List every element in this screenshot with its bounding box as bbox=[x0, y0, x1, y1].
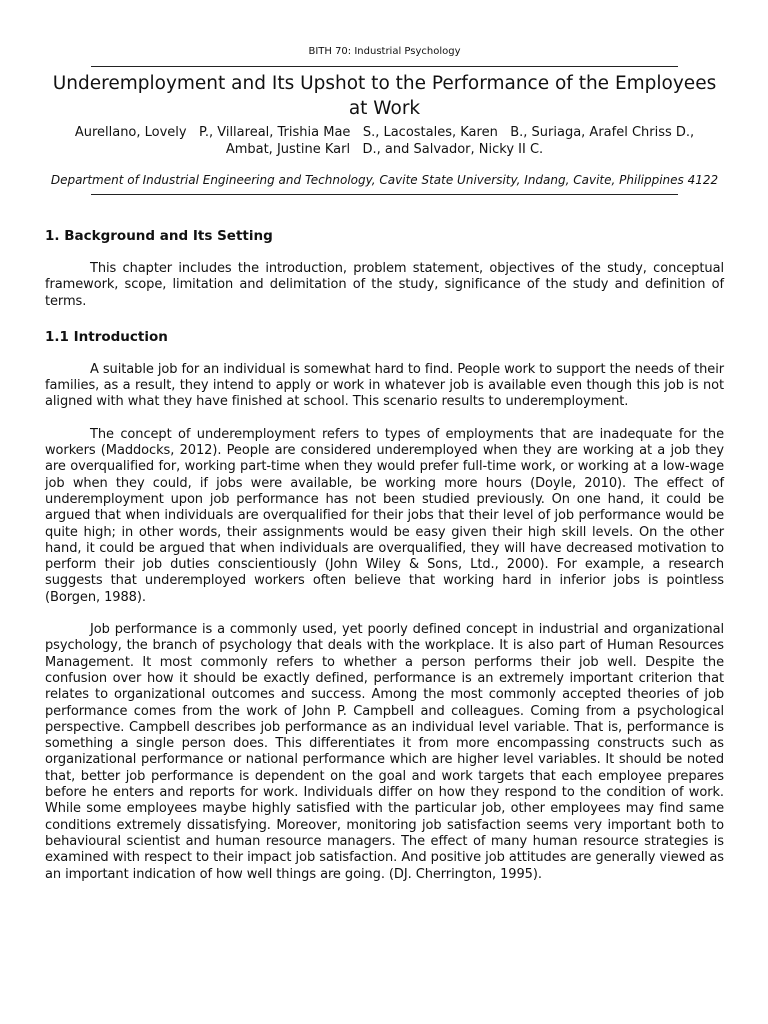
authors-line-1: Aurellano, Lovely P., Villareal, Trishia Mae S., Lacostales, Karen B., Suriaga, Arafel Chriss D., bbox=[74, 125, 695, 140]
background-paragraph: This chapter includes the introduction, problem statement, objectives of the study, conceptual framework, scope, limitation and delimitation of the study, significance of the study and definition of terms. bbox=[45, 261, 724, 309]
section-heading-introduction: 1.1 Introduction bbox=[45, 328, 168, 345]
intro-paragraph-2: The concept of underemployment refers to types of employments that are inadequate for the workers (Maddocks, 2012). People are considered underemployed when they are working at a job they are overqualified for, working part-time when they would prefer full-time work, or working at a low-wage job when they could, if jobs were available, be working more hours (Doyle, 2010). The effect of underemployment upon job performance has not been studied previously. On one hand, it could be argued that when individuals are overqualified for their jobs that their level of job performance would be quite high; in other words, their assignments would be easy given their high skill levels. On the other hand, it could be argued that when individuals are overqualified, they will have decreased motivation to perform their job duties conscientiously (John Wiley & Sons, Ltd., 2000). For example, a research suggests that underemployed workers often believe that working hard in inferior jobs is pointless (Borgen, 1988). bbox=[45, 426, 724, 605]
course-header: BITH 70: Industrial Psychology bbox=[308, 46, 461, 57]
header-rule bbox=[91, 66, 678, 67]
section-heading-background: 1. Background and Its Setting bbox=[45, 228, 273, 244]
affiliation: Department of Industrial Engineering and Technology, Cavite State University, Indang, Cavite, Philippines 4122 bbox=[50, 173, 719, 187]
intro-paragraph-3: Job performance is a commonly used, yet poorly defined concept in industrial and organizational psychology, the branch of psychology that deals with the workplace. It is also part of Human Resources Management. It most commonly refers to whether a person performs their job well. Despite the confusion over how it should be exactly defined, performance is an extremely important criterion that relates to organizational outcomes and success. Among the most commonly accepted theories of job performance comes from the work of John P. Campbell and colleagues. Coming from a psychological perspective. Campbell describes job performance as an individual level variable. That is, performance is something a single person does. This differentiates it from more encompassing constructs such as organizational performance or national performance which are higher level variables. It should be noted that, better job performance is dependent on the goal and work targets that each employee prepares before he enters and reports for work. Individuals differ on how they respond to the condition of work. While some employees maybe highly satisfied with the particular job, other employees may find same conditions extremely dissatisfying. Moreover, monitoring job satisfaction seems very important both to behavioural scientist and human resource managers. The effect of many human resource strategies is examined with respect to their impact job satisfaction. And positive job attitudes are generally viewed as an important indication of how well things are going. (DJ. Cherrington, 1995). bbox=[45, 622, 724, 882]
affiliation-rule bbox=[91, 194, 678, 195]
authors bbox=[45, 124, 724, 158]
intro-paragraph-1: A suitable job for an individual is somewhat hard to find. People work to support the needs of their families, as a result, they intend to apply or work in whatever job is available even though this job is not aligned with what they have finished at school. This scenario results to underemployment. bbox=[45, 361, 724, 410]
authors-line-2: Ambat, Justine Karl D., and Salvador, Nicky II C. bbox=[225, 142, 544, 157]
paper-title: Underemployment and Its Upshot to the Performance of the Employees at Work bbox=[52, 73, 717, 119]
